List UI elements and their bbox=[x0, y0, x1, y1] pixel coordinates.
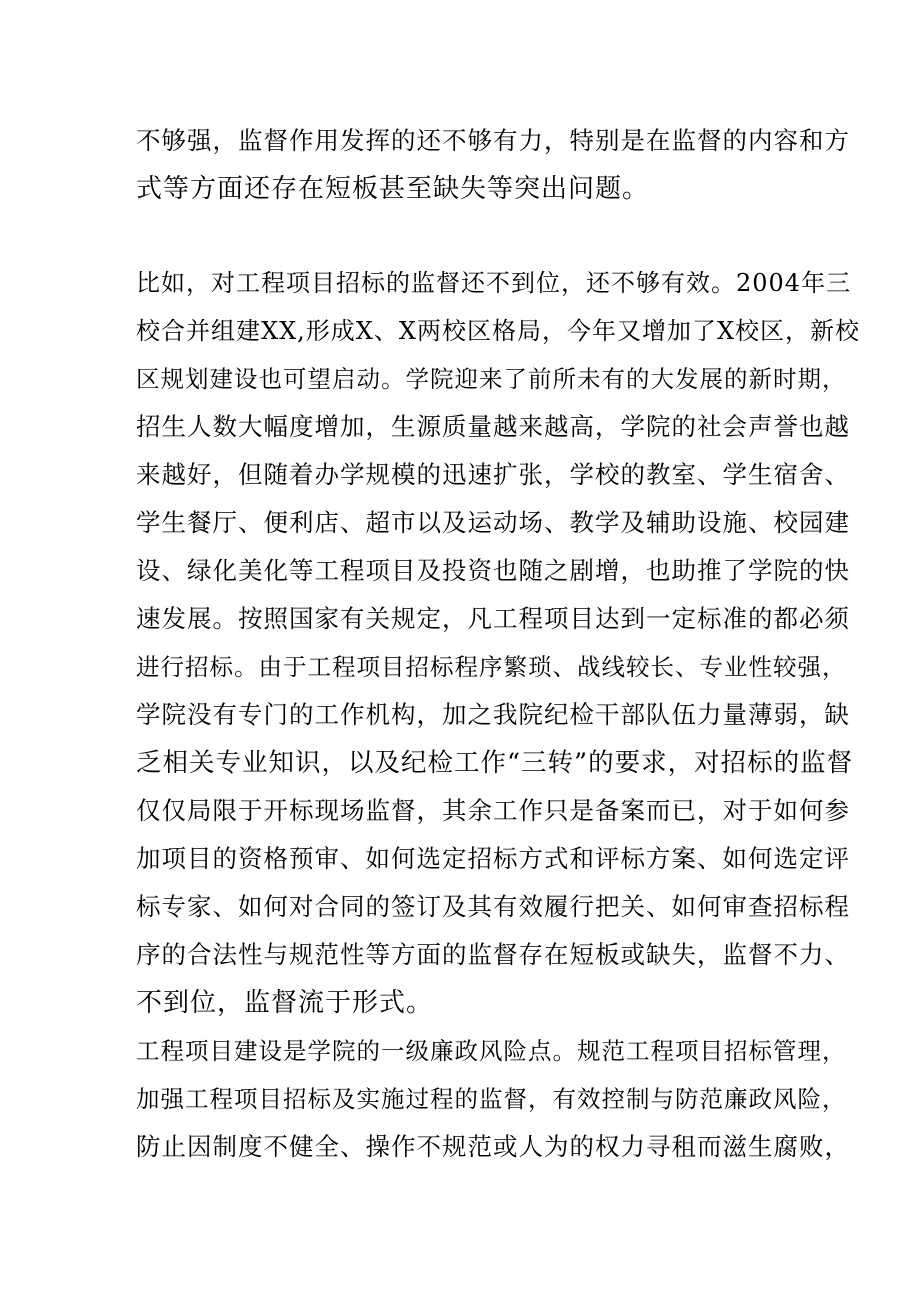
text-line: 标专家、如何对合同的签订及其有效履行把关、如何审查招标程 bbox=[136, 892, 850, 921]
text-line: 不到位，监督流于形式。 bbox=[136, 988, 434, 1018]
text-line: 比如，对工程项目招标的监督还不到位，还不够有效。2004年三 bbox=[136, 269, 852, 297]
text-line: 不够强，监督作用发挥的还不够有力，特别是在监督的内容和方 bbox=[136, 126, 850, 155]
text-line: 来越好，但随着办学规模的迅速扩张，学校的教室、学生宿舍、 bbox=[136, 460, 850, 489]
text-line: 速发展。按照国家有关规定，凡工程项目达到一定标准的都必须 bbox=[136, 604, 850, 633]
text-line: 校合并组建XX,形成X、X两校区格局，今年又增加了X校区，新校 bbox=[136, 317, 861, 345]
text-line: 加强工程项目招标及实施过程的监督，有效控制与防范廉政风险， bbox=[136, 1085, 847, 1113]
text-line: 加项目的资格预审、如何选定招标方式和评标方案、如何选定评 bbox=[136, 844, 850, 873]
text-line: 进行招标。由于工程项目招标程序繁琐、战线较长、专业性较强， bbox=[136, 653, 847, 681]
text-line: 设、绿化美化等工程项目及投资也随之剧增，也助推了学院的快 bbox=[136, 556, 850, 585]
text-line: 区规划建设也可望启动。学院迎来了前所未有的大发展的新时期， bbox=[136, 365, 847, 393]
text-line: 学院没有专门的工作机构，加之我院纪检干部队伍力量薄弱，缺 bbox=[136, 700, 850, 729]
text-line: 学生餐厅、便利店、超市以及运动场、教学及辅助设施、校园建 bbox=[136, 508, 850, 537]
text-line: 工程项目建设是学院的一级廉政风险点。规范工程项目招标管理， bbox=[136, 1037, 847, 1065]
text-line: 招生人数大幅度增加，生源质量越来越高，学院的社会声誉也越 bbox=[136, 412, 850, 441]
text-line: 乏相关专业知识，以及纪检工作“三转”的要求，对招标的监督 bbox=[136, 748, 854, 778]
text-line: 防止因制度不健全、操作不规范或人为的权力寻租而滋生腐败， bbox=[136, 1132, 850, 1161]
text-line: 序的合法性与规范性等方面的监督存在短板或缺失，监督不力、 bbox=[136, 940, 850, 969]
text-line: 式等方面还存在短板甚至缺失等突出问题。 bbox=[136, 174, 650, 204]
text-line: 仅仅局限于开标现场监督，其余工作只是备案而已，对于如何参 bbox=[136, 796, 850, 825]
